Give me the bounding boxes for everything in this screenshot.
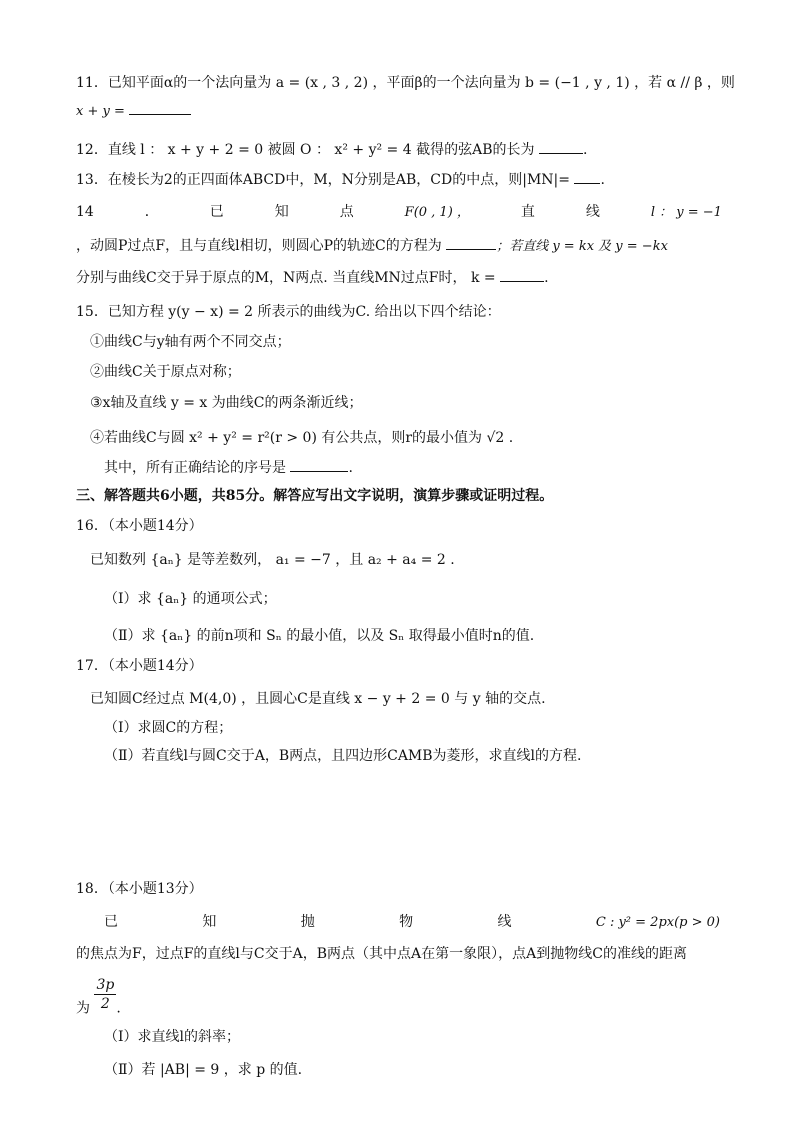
- q16-heading: 16．（本小题14分）: [76, 518, 203, 534]
- q14-point-f: F(0 , 1) ，: [404, 205, 470, 220]
- q11-line1: 11．已知平面α的一个法向量为 a = (x , 3 , 2) ，平面β的一个法向量为 b = (−1 , y , 1) ，若 α // β ，则: [76, 75, 735, 91]
- q12-text: 12．直线 l ： x + y + 2 = 0 被圆 O ： x² + y² = 4 截得的弦AB的长为: [76, 142, 535, 158]
- q18-parabola: C : y² = 2px(p > 0): [595, 915, 720, 930]
- q18-line3: [76, 976, 121, 1018]
- q18-word: 已: [104, 914, 118, 930]
- q15-answer-blank[interactable]: [290, 471, 348, 472]
- q13-text: 13．在棱长为2的正四面体ABCD中，M，N分别是AB，CD的中点，则|MN|=: [76, 172, 570, 188]
- q16-part-1: （Ⅰ）求 {aₙ} 的通项公式；: [104, 591, 277, 607]
- q18-fraction: [94, 976, 116, 1013]
- q15-conclusion-4: ④若曲线C与圆 x² + y² = r²(r > 0) 有公共点，则r的最小值为 √2 .: [90, 430, 514, 446]
- q15-conclusion-2: ②曲线C关于原点对称；: [90, 364, 241, 380]
- q18-word: 物: [399, 914, 414, 930]
- q14-word: 14: [76, 204, 94, 220]
- q14-word: 知: [274, 204, 289, 220]
- q14-text-b: ；若直线 y = kx 及 y = −kx: [496, 239, 668, 254]
- q15-ask-text: 其中，所有正确结论的序号是: [104, 460, 286, 476]
- q18-fraction-numerator: 3p: [96, 977, 115, 993]
- q16-stem: 已知数列 {aₙ} 是等差数列， a₁ = −7 ，且 a₂ + a₄ = 2 .: [90, 552, 455, 568]
- q11-answer-blank[interactable]: [129, 114, 191, 115]
- q15-intro: 15．已知方程 y(y − x) = 2 所表示的曲线为C. 给出以下四个结论：: [76, 304, 501, 320]
- q18-word: 抛: [300, 914, 315, 930]
- q15-conclusion-3: ③x轴及直线 y = x 为曲线C的两条渐近线；: [90, 395, 363, 411]
- q14-line1: [76, 202, 722, 223]
- q14-text-c: 分别与曲线C交于异于原点的M，N两点. 当直线MN过点F时， k =: [76, 270, 496, 286]
- q15-ask-line: 其中，所有正确结论的序号是 .: [104, 460, 353, 476]
- q14-line3: 分别与曲线C交于异于原点的M，N两点. 当直线MN过点F时， k = .: [76, 270, 549, 286]
- q18-line2: 的焦点为F，过点F的直线l与C交于A，B两点（其中点A在第一象限），点A到抛物线C的准线的距离: [76, 946, 687, 962]
- q14-word: 直: [520, 204, 535, 220]
- q14-line-l: l ： y = −1: [650, 205, 722, 220]
- q14-answer-blank-1[interactable]: [446, 249, 496, 250]
- section-3-heading: 三、解答题共6小题，共85分。解答应写出文字说明，演算步骤或证明过程。: [76, 488, 554, 504]
- q14-word: ．: [144, 204, 159, 220]
- q16-part-2: （Ⅱ）求 {aₙ} 的前n项和 Sₙ 的最小值，以及 Sₙ 取得最小值时n的值.: [104, 628, 535, 644]
- q18-line1: [104, 912, 720, 933]
- q14-answer-blank-2[interactable]: [500, 281, 544, 282]
- q18-period: .: [116, 1000, 121, 1017]
- q17-stem: 已知圆C经过点 M(4,0) ，且圆心C是直线 x − y + 2 = 0 与 y 轴的交点.: [90, 691, 546, 707]
- q13-answer-blank[interactable]: [574, 183, 600, 184]
- q18-fraction-denominator: 2: [100, 996, 110, 1012]
- q11-expression: x + y =: [76, 104, 125, 119]
- q14-word: 已: [209, 204, 224, 220]
- q14-line2: [76, 236, 668, 257]
- q18-word: 知: [202, 914, 217, 930]
- q14-text-a: ，动圆P过点F，且与直线l相切，则圆心P的轨迹C的方程为: [76, 238, 442, 254]
- q12-answer-blank[interactable]: [539, 153, 583, 154]
- q18-heading: 18．（本小题13分）: [76, 881, 203, 897]
- q17-part-1: （Ⅰ）求圆C的方程；: [104, 720, 233, 736]
- q12-line: 12．直线 l ： x + y + 2 = 0 被圆 O ： x² + y² = 4 截得的弦AB的长为 .: [76, 142, 588, 158]
- q15-conclusion-1: ①曲线C与y轴有两个不同交点；: [90, 334, 291, 350]
- q18-part-1: （Ⅰ）求直线l的斜率；: [104, 1029, 241, 1045]
- q17-heading: 17．（本小题14分）: [76, 658, 203, 674]
- q14-word: 线: [585, 204, 600, 220]
- q18-part-2: （Ⅱ）若 |AB| = 9 ，求 p 的值.: [104, 1062, 303, 1078]
- q11-line2: [76, 101, 191, 122]
- q18-word: 线: [497, 914, 512, 930]
- q18-text-wei: 为: [76, 1000, 90, 1017]
- q13-line: 13．在棱长为2的正四面体ABCD中，M，N分别是AB，CD的中点，则|MN|= .: [76, 172, 605, 188]
- q17-part-2: （Ⅱ）若直线l与圆C交于A，B两点，且四边形CAMB为菱形，求直线l的方程.: [104, 748, 582, 764]
- q14-word: 点: [339, 204, 354, 220]
